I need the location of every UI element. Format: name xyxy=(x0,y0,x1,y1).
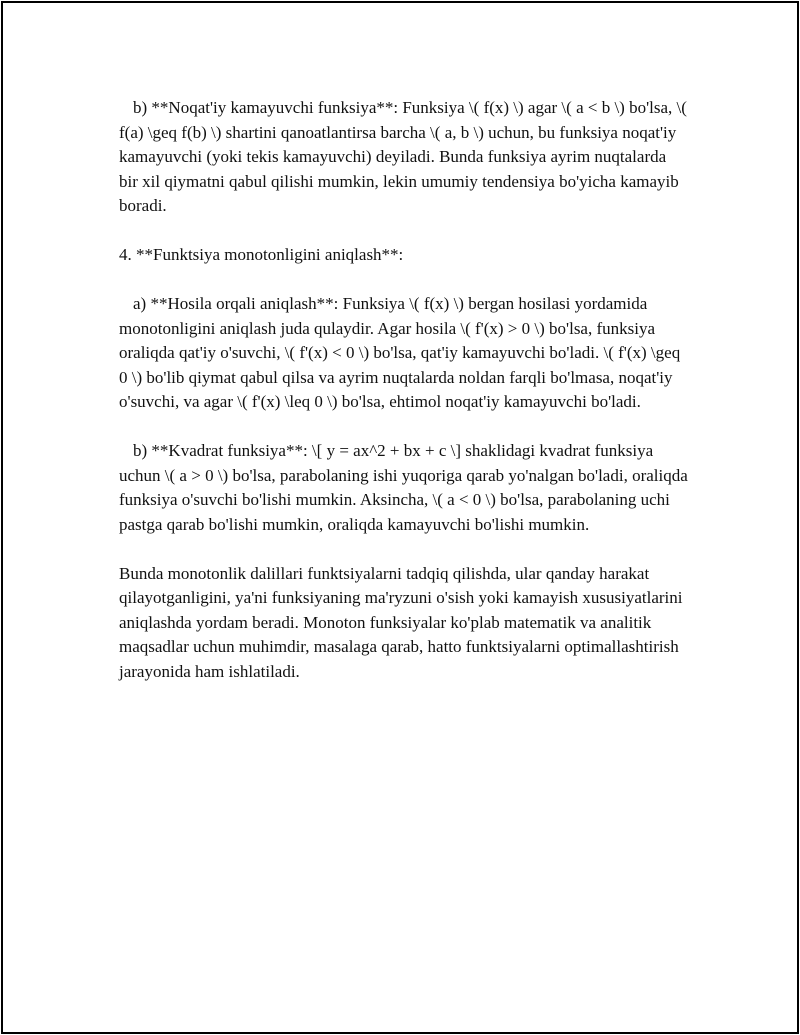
document-page xyxy=(1,1,799,1034)
paragraph-xulosa: Bunda monotonlik dalillari funktsiyalarni tadqiq qilishda, ular qanday harakat qilayotganligini, ya'ni funksiyaning ma'ryzuni o'sish yoki kamayish xususiyatlarini aniqlashda yordam beradi. Monoton funksiyalar ko'plab matematik va analitik maqsadlar uchun muhimdir, masalaga qarab, hatto funktsiyalarni optimallashtirish jarayonida ham ishlatiladi. xyxy=(119,563,683,681)
paragraph-noqatiy-kamayuvchi: b) **Noqat'iy kamayuvchi funksiya**: Funksiya \( f(x) \) agar \( a < b \) bo'lsa, \( f(a) \geq f(b) \) shartini qanoatlantirsa barcha \( a, b \) uchun, bu funksiya noqat'iy kamayuvchi (yoki tekis kamayuvchi) deyiladi. Bunda funksiya ayrim nuqtalarda bir xil qiymatni qabul qilishi mumkin, lekin umumiy tendensiya bo'yicha kamayib boradi. xyxy=(119,98,687,215)
paragraph-hosila-orqali: a) **Hosila orqali aniqlash**: Funksiya \( f(x) \) bergan hosilasi yordamida monotonligini aniqlash juda qulaydir. Agar hosila \( f'(x) > 0 \) bo'lsa, funksiya oraliqda qat'iy o'suvchi, \( f'(x) < 0 \) bo'lsa, qat'iy kamayuvchi bo'ladi. \( f'(x) \geq 0 \) bo'lib qiymat qabul qilsa va ayrim nuqtalarda noldan farqli bo'lmasa, noqat'iy o'suvchi, va agar \( f'(x) \leq 0 \) bo'lsa, ehtimol noqat'iy kamayuvchi bo'ladi. xyxy=(119,294,681,411)
paragraph-gap xyxy=(119,268,689,293)
paragraph-gap xyxy=(119,219,689,244)
paragraph-gap xyxy=(119,537,689,562)
section-heading-monotonlik: 4. **Funktsiya monotonligini aniqlash**: xyxy=(119,245,404,264)
paragraph-gap xyxy=(119,415,689,440)
paragraph-kvadrat-funksiya: b) **Kvadrat funksiya**: \[ y = ax^2 + bx + c \] shaklidagi kvadrat funksiya uchun \( a > 0 \) bo'lsa, parabolaning ishi yuqoriga qarab yo'nalgan bo'ladi, oraliqda funksiya o'suvchi bo'lishi mumkin. Aksincha, \( a < 0 \) bo'lsa, parabolaning uchi pastga qarab bo'lishi mumkin, oraliqda kamayuvchi bo'lishi mumkin. xyxy=(119,441,688,534)
document-body xyxy=(119,96,689,684)
